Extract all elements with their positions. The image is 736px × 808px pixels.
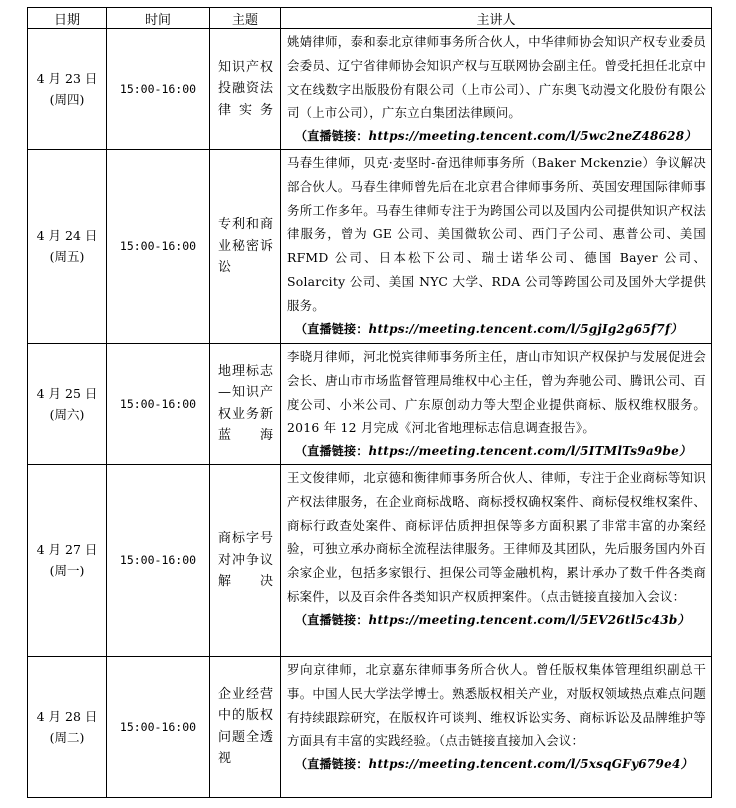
date-cell [28, 656, 107, 797]
header-speaker: 主讲人 [281, 8, 712, 29]
topic-cell: 专利和商业秘密诉讼 [210, 149, 281, 343]
date-text: 4 月 27 日 [36, 542, 98, 558]
live-url[interactable]: https://meeting.tencent.com/l/5ITMlTs9a9be） [368, 444, 692, 459]
topic-cell: 知识产权投融资法律实务 [210, 29, 281, 150]
speaker-bio: 姚婧律师，泰和泰北京律师事务所合伙人，中华律师协会知识产权专业委员会委员、辽宁省律师协会知识产权与互联网协会副主任。曾受托担任北京中文在线数字出版股份有限公司（上市公司）、广东奥飞动漫文化股份有限公司（上市公司），广东立白集团法律顾问。 [287, 34, 706, 121]
date-text: 4 月 23 日 [36, 70, 98, 86]
date-text: 4 月 25 日 [36, 385, 98, 401]
date-cell [28, 149, 107, 343]
header-time: 时间 [107, 8, 210, 29]
speaker-bio: 罗向京律师，北京嘉东律师事务所合伙人。曾任版权集体管理组织副总干事。中国人民大学法学博士。熟悉版权相关产业，对版权领域热点难点问题有持续跟踪研究，在版权许可谈判、维权诉讼实务、商标诉讼及品牌维护等方面具有丰富的实践经验。（点击链接直接加入会议： [287, 661, 706, 749]
speaker-cell [281, 29, 712, 150]
weekday-text: (周一) [49, 563, 85, 579]
speaker-cell [281, 656, 712, 797]
live-link[interactable] [287, 753, 706, 777]
live-url[interactable]: https://meeting.tencent.com/l/5EV26tl5c43b） [368, 612, 690, 627]
live-link[interactable] [287, 125, 706, 149]
live-link[interactable] [287, 609, 706, 633]
topic-cell: 商标字号对冲争议解决 [210, 464, 281, 656]
speaker-cell [281, 464, 712, 656]
weekday-text: (周六) [49, 406, 85, 422]
weekday-text: (周二) [49, 729, 85, 745]
header-topic: 主题 [210, 8, 281, 29]
table-row [28, 656, 712, 797]
speaker-bio: 马春生律师，贝克·麦坚时-奋迅律师事务所（Baker Mckenzie）争议解决部合伙人。马春生律师曾先后在北京君合律师事务所、英国安理国际律师事务所工作多年。马春生律师专注于为跨国公司以及国内公司提供知识产权法律服务，曾为 GE 公司、美国微软公司、西门子公司、惠普公司、美国 RFMD 公司、日本松下公司、瑞士诺华公司、德国 Bayer 公司、Solarcity 公司、美国 NYC 大学、RDA 公司等跨国公司及国外大学提供服务。 [287, 154, 706, 313]
header-date: 日期 [28, 8, 107, 29]
live-link[interactable] [287, 318, 706, 342]
speaker-bio: 王文俊律师，北京德和衡律师事务所合伙人、律师，专注于企业商标等知识产权法律服务，在企业商标战略、商标授权确权案件、商标侵权维权案件、商标行政查处案件、商标评估质押担保等多方面积累了非常丰富的办案经验，可独立承办商标全流程法律服务。王律师及其团队，先后服务国内外百余家企业，包括多家银行、担保公司等金融机构，累计承办了数千件各类商标案件，以及百余件各类知识产权质押案件。（点击链接直接加入会议： [287, 469, 706, 604]
table-row [28, 464, 712, 656]
date-text: 4 月 24 日 [36, 228, 98, 244]
time-cell: 15:00-16:00 [107, 343, 210, 464]
topic-cell: 企业经营中的版权问题全透视 [210, 656, 281, 797]
time-cell: 15:00-16:00 [107, 29, 210, 150]
date-cell [28, 464, 107, 656]
live-label: （直播链接： [295, 444, 369, 459]
live-label: （直播链接： [295, 129, 369, 144]
table-row [28, 149, 712, 343]
live-url[interactable]: https://meeting.tencent.com/l/5wc2neZ48628） [368, 129, 697, 144]
live-url[interactable]: https://meeting.tencent.com/l/5xsqGFy679e4） [368, 757, 693, 772]
time-cell: 15:00-16:00 [107, 656, 210, 797]
speaker-bio: 李晓月律师，河北悦宾律师事务所主任，唐山市知识产权保护与发展促进会会长、唐山市市场监督管理局维权中心主任，曾为奔驰公司、腾讯公司、百度公司、小米公司、广东原创动力等大型企业提供商标、版权维权服务。2016 年 12 月完成《河北省地理标志信息调查报告》。 [287, 348, 706, 436]
time-cell: 15:00-16:00 [107, 464, 210, 656]
weekday-text: (周四) [49, 91, 85, 107]
speaker-cell [281, 149, 712, 343]
table-row [28, 29, 712, 150]
live-label: （直播链接： [295, 321, 369, 336]
live-label: （直播链接： [295, 757, 369, 772]
date-cell [28, 29, 107, 150]
table-row [28, 343, 712, 464]
date-cell [28, 343, 107, 464]
live-url[interactable]: https://meeting.tencent.com/l/5gjIg2g65f7f） [368, 321, 683, 336]
speaker-cell [281, 343, 712, 464]
topic-cell: 地理标志—知识产权业务新蓝海 [210, 343, 281, 464]
live-label: （直播链接： [295, 612, 369, 627]
weekday-text: (周五) [49, 249, 85, 265]
time-cell: 15:00-16:00 [107, 149, 210, 343]
header-row [28, 8, 712, 29]
schedule-table [27, 7, 712, 798]
date-text: 4 月 28 日 [36, 708, 98, 724]
live-link[interactable] [287, 440, 706, 464]
